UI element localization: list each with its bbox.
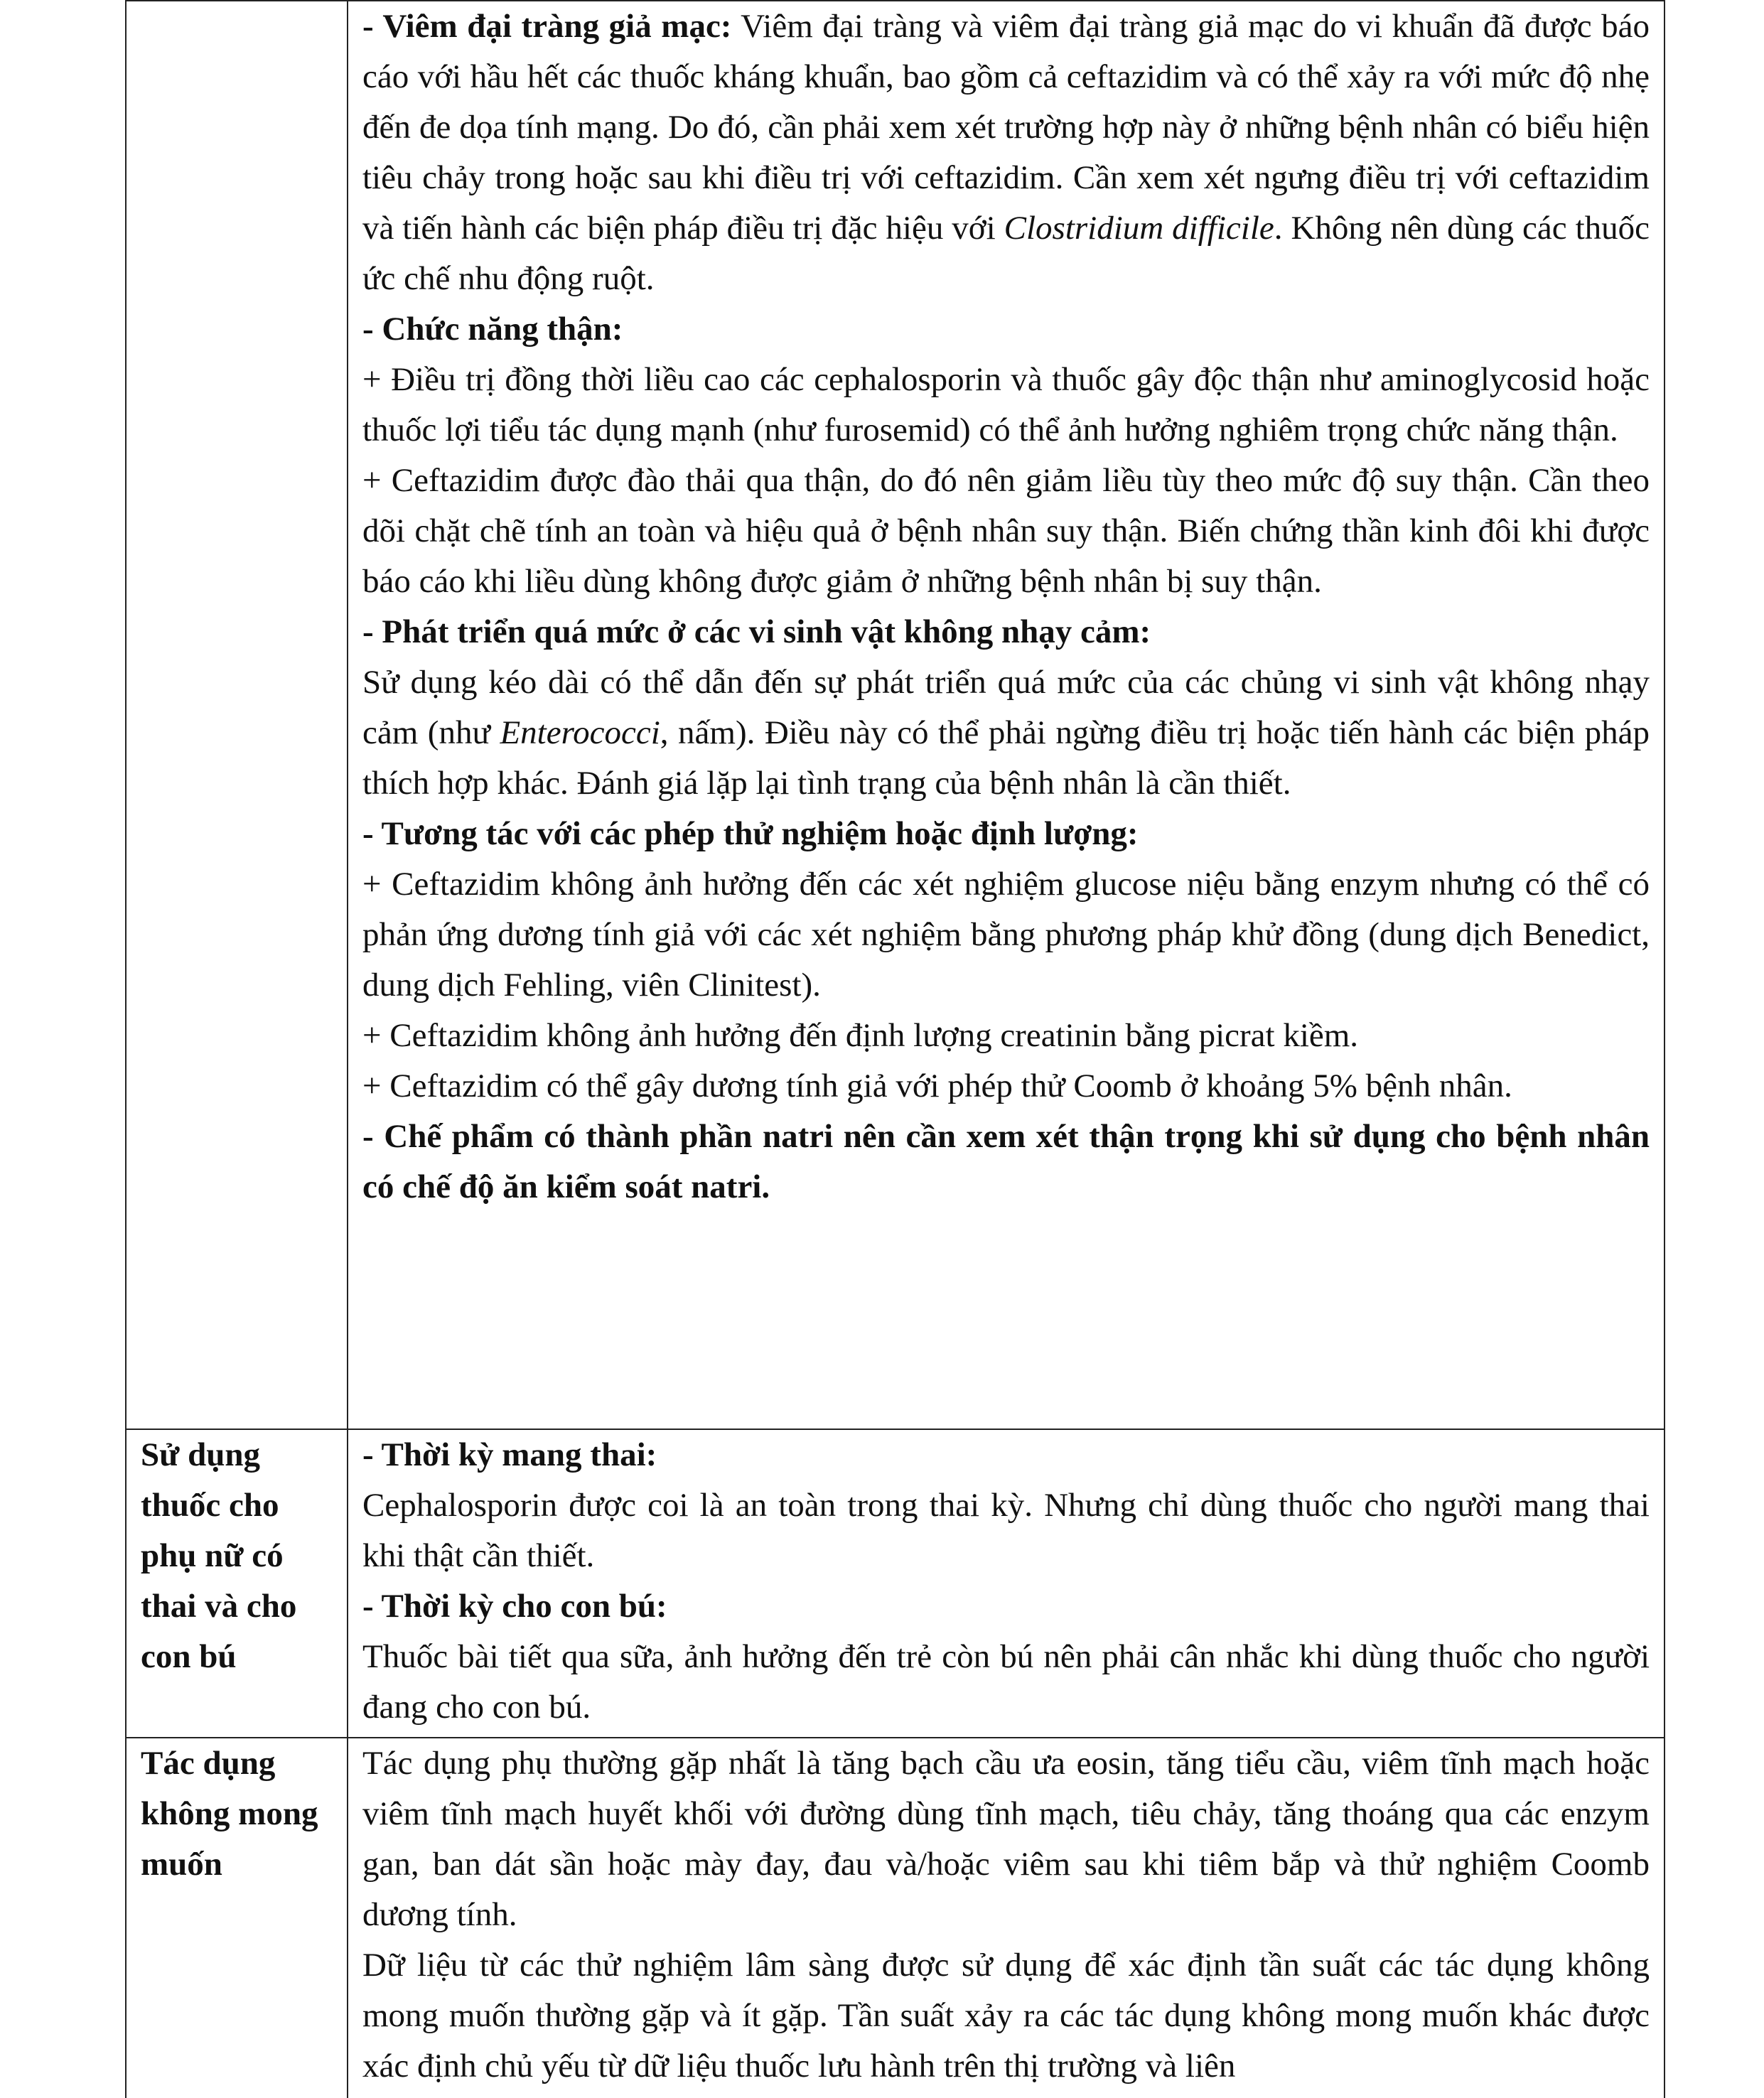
pregnancy-paragraph: Cephalosporin được coi là an toàn trong thai kỳ. Nhưng chỉ dùng thuốc cho người mang thai khi thật cần thiết. bbox=[362, 1487, 1650, 1574]
test-paragraph-3: + Ceftazidim có thể gây dương tính giả với phép thử Coomb ở khoảng 5% bệnh nhân. bbox=[362, 1067, 1512, 1104]
row-content-adverse-effects bbox=[348, 1738, 1664, 2098]
adverse-paragraph-2: Dữ liệu từ các thử nghiệm lâm sàng được sử dụng để xác định tần suất các tác dụng không mong muốn thường gặp và ít gặp. Tần suất xảy ra các tác dụng không mong muốn khác được xác định chủ yếu từ dữ liệu thuốc lưu hành trên thị trường và liên bbox=[362, 1947, 1650, 2084]
sodium-warning: - Chế phẩm có thành phần natri nên cần xem xét thận trọng khi sử dụng cho bệnh nhân có chế độ ăn kiểm soát natri. bbox=[362, 1118, 1650, 1205]
overgrowth-italic: Enterococci bbox=[500, 714, 660, 751]
colitis-italic: Clostridium difficile bbox=[1004, 210, 1274, 247]
renal-paragraph-2: + Ceftazidim được đào thải qua thận, do đó nên giảm liều tùy theo mức độ suy thận. Cần theo dõi chặt chẽ tính an toàn và hiệu quả ở bệnh nhân suy thận. Biến chứng thần kinh đôi khi được báo cáo khi liều dùng không được giảm ở những bệnh nhân bị suy thận. bbox=[362, 462, 1650, 600]
table-row bbox=[126, 1738, 1664, 2098]
paragraph-pseudomembranous-colitis bbox=[362, 1, 1650, 304]
heading-renal-function: - Chức năng thận: bbox=[362, 311, 623, 348]
row-label-adverse-effects: Tác dụng không mong muốn bbox=[126, 1738, 348, 2098]
table-row bbox=[126, 1429, 1664, 1738]
renal-paragraph-1: + Điều trị đồng thời liều cao các cephalosporin và thuốc gây độc thận như aminoglycosid hoặc thuốc lợi tiểu tác dụng mạnh (như furosemid) có thể ảnh hưởng nghiêm trọng chức năng thận. bbox=[362, 361, 1650, 448]
test-paragraph-2: + Ceftazidim không ảnh hưởng đến định lượng creatinin bằng picrat kiềm. bbox=[362, 1017, 1359, 1054]
colitis-text-2: . Không nên dùng các thuốc ức chế nhu động ruột. bbox=[362, 210, 1650, 297]
adverse-paragraph-1: Tác dụng phụ thường gặp nhất là tăng bạch cầu ưa eosin, tăng tiểu cầu, viêm tĩnh mạch hoặc viêm tĩnh mạch huyết khối với đường dùng tĩnh mạch, tiêu chảy, tăng thoáng qua các enzym gan, ban dát sần hoặc mày đay, đau và/hoặc viêm sau khi tiêm bắp và thử nghiệm Coomb dương tính. bbox=[362, 1745, 1650, 1933]
row-label-empty bbox=[126, 1, 348, 1429]
row-label-pregnancy: Sử dụng thuốc cho phụ nữ có thai và cho con bú bbox=[126, 1429, 348, 1738]
overgrowth-text-2: , nấm). Điều này có thể phải ngừng điều trị hoặc tiến hành các biện pháp thích hợp khác. Đánh giá lặp lại tình trạng của bệnh nhân là cần thiết. bbox=[362, 714, 1650, 802]
heading-overgrowth: - Phát triển quá mức ở các vi sinh vật không nhạy cảm: bbox=[362, 613, 1151, 650]
row-content-precautions bbox=[348, 1, 1664, 1429]
table-row bbox=[126, 1, 1664, 1429]
breastfeeding-paragraph: Thuốc bài tiết qua sữa, ảnh hưởng đến trẻ còn bú nên phải cân nhắc khi dùng thuốc cho người đang cho con bú. bbox=[362, 1638, 1650, 1726]
test-paragraph-1: + Ceftazidim không ảnh hưởng đến các xét nghiệm glucose niệu bằng enzym nhưng có thể có phản ứng dương tính giả với các xét nghiệm bằng phương pháp khử đồng (dung dịch Benedict, dung dịch Fehling, viên Clinitest). bbox=[362, 866, 1650, 1004]
heading-breastfeeding: - Thời kỳ cho con bú: bbox=[362, 1588, 667, 1625]
overgrowth-paragraph bbox=[362, 657, 1650, 809]
heading-colitis: - Viêm đại tràng giả mạc: bbox=[362, 8, 732, 45]
row-content-pregnancy bbox=[348, 1429, 1664, 1738]
document-page bbox=[125, 0, 1665, 2098]
drug-info-table bbox=[125, 0, 1665, 2098]
heading-pregnancy: - Thời kỳ mang thai: bbox=[362, 1436, 657, 1473]
colitis-text-1: Viêm đại tràng và viêm đại tràng giả mạc do vi khuẩn đã được báo cáo với hầu hết các thuốc kháng khuẩn, bao gồm cả ceftazidim và có thể xảy ra với mức độ nhẹ đến đe dọa tính mạng. Do đó, cần phải xem xét trường hợp này ở những bệnh nhân có biểu hiện tiêu chảy trong hoặc sau khi điều trị với ceftazidim. Cần xem xét ngưng điều trị với ceftazidim và tiến hành các biện pháp điều trị đặc hiệu với bbox=[362, 8, 1650, 247]
heading-test-interactions: - Tương tác với các phép thử nghiệm hoặc định lượng: bbox=[362, 815, 1139, 852]
overgrowth-text-1: Sử dụng kéo dài có thể dẫn đến sự phát triển quá mức của các chủng vi sinh vật không nhạy cảm (như bbox=[362, 664, 1650, 751]
